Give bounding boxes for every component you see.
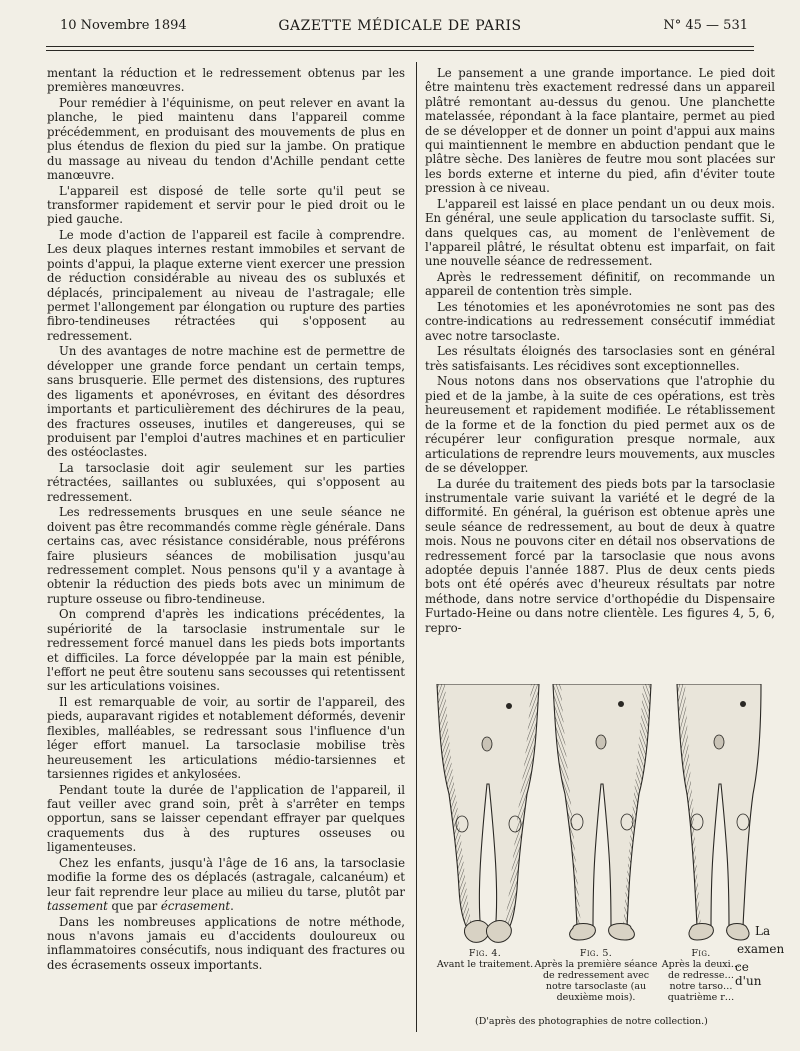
paragraph: mentant la réduction et le redressement obtenus par les premières manœuvres. xyxy=(47,66,405,95)
figure-5-caption: Fig. 5. Après la première séance de redressement avec notre tarsoclaste (au deuxième mois). xyxy=(534,948,658,1003)
header-date: 10 Novembre 1894 xyxy=(60,18,187,33)
paragraph-with-emphasis: Chez les enfants, jusqu'à l'âge de 16 ans, la tarsoclasie modifie la forme des os déplacés (astragale, calcanéum) et leur fait reprendre leur place au milieu du tarse, plutôt par tassement que par écrasement. xyxy=(47,855,405,914)
paragraph: La durée du traitement des pieds bots par la tarsoclasie instrumentale varie suivant la variété et le degré de la difformité. En général, la guérison est obtenue après une seule séance de redressement, au bout de deux à quatre mois. Nous ne pouvons citer en détail nos observations de redressement forcé par la tarsoclasie que nous avons adoptée depuis l'année 1887. Plus de deux cents pieds bots ont été opérés avec d'heureux résultats par notre méthode, dans notre service d'orthopédie du Dispensaire Furtado-Heine ou dans notre clientèle. Les figures 4, 5, 6, repro- xyxy=(425,476,775,635)
paragraph: Dans les nombreuses applications de notre méthode, nous n'avons jamais eu d'accidents douloureux ou inflammatoires consécutifs, nous indiquant des fractures ou des écrasements osseux importants. xyxy=(47,914,405,972)
paragraph: L'appareil est laissé en place pendant un ou deux mois. En général, une seule application du tarsoclaste suffit. Si, dans quelques cas, au moment de l'enlèvement de l'appareil plâtré, le résultat obtenu est imparfait, on fait une nouvelle séance de redressement. xyxy=(425,196,775,269)
figure-credit: (D'après des photographies de notre collection.) xyxy=(475,1016,708,1027)
stray-text-la: La xyxy=(755,924,771,938)
paragraph: Le mode d'action de l'appareil est facile à comprendre. Les deux plaques internes restant immobiles et servant de points d'appui, la plaque externe vient exercer une pression de réduction considérable au niveau des os subluxés et déplacés, principalement au niveau de l'astragale; elle permet l'allongement par élongation ou rupture des parties fibro-tendineuses rétractées qui s'opposent au redressement. xyxy=(47,228,405,343)
figure-6-caption: Fig. Après la deuxi… de redresse… notre tarso… quatrième r… xyxy=(661,948,741,1003)
emphasis-tassement: tassement xyxy=(47,899,108,914)
left-column xyxy=(47,66,405,973)
stray-text-examen: examen xyxy=(737,942,785,956)
figure-group xyxy=(425,684,785,1027)
header-rule xyxy=(46,46,754,47)
paragraph: On comprend d'après les indications précédentes, la supériorité de la tarsoclasie instrumentale sur le redressement forcé manuel dans les pieds bots importants et difficiles. La force développée par la main est pénible, l'effort ne peut être soutenu sans secousses qui retentissent sur les articulations voisines. xyxy=(47,607,405,694)
emphasis-ecrasement: écrasement xyxy=(160,899,231,914)
header-rule-thin xyxy=(46,50,754,51)
figure-5-illustration xyxy=(543,684,659,946)
page-header xyxy=(0,0,800,44)
paragraph: Il est remarquable de voir, au sortir de l'appareil, des pieds, auparavant rigides et notablement déformés, devenir flexibles, malléables, se redressant sous l'influence d'un léger effort manuel. La tarsoclasie mobilise très heureusement les articulations médio-tarsiennes et tarsiennes rigides et ankylosées. xyxy=(47,694,405,781)
figure-4-illustration xyxy=(429,684,545,946)
column-divider xyxy=(416,62,417,1032)
figure-6-illustration xyxy=(661,684,775,946)
paragraph: Les résultats éloignés des tarsoclasies sont en général très satisfaisants. Les récidives sont exceptionnelles. xyxy=(425,344,775,373)
paragraph: Un des avantages de notre machine est de permettre de développer une grande force pendant un certain temps, sans brusquerie. Elle permet des distensions, des ruptures des ligaments et aponévroses, en évitant des désordres importants et particulièrement des déchirures de la peau, des fractures osseuses, inutiles et dangereuses, qui se produisent par l'emploi d'autres machines et en particulier des ostéoclastes. xyxy=(47,344,405,460)
paragraph: Pendant toute la durée de l'application de l'appareil, il faut veiller avec grand soin, prêt à s'arrêter en temps opportun, sans se laisser cependant effrayer par quelques craquements dus à des ruptures osseuses ou ligamenteuses. xyxy=(47,782,405,855)
paragraph: Après le redressement définitif, on recommande un appareil de contention très simple. xyxy=(425,270,775,299)
stray-text-ce-dun: ce d'un xyxy=(735,960,762,988)
paragraph: Les ténotomies et les aponévrotomies ne sont pas des contre-indications au redressement consécutif immédiat avec notre tarsoclaste. xyxy=(425,300,775,343)
paragraph: Pour remédier à l'équinisme, on peut relever en avant la planche, le pied maintenu dans l'appareil comme précédemment, en produisant des mouvements de plus en plus étendus de flexion du pied sur la jambe. On pratique du massage au niveau du tendon d'Achille pendant cette manœuvre. xyxy=(47,96,405,183)
paragraph: Le pansement a une grande importance. Le pied doit être maintenu très exactement redressé dans un appareil plâtré remontant au-dessus du genou. Une planchette matelassée, répondant à la face plantaire, permet au pied de se développer et de donner un point d'appui aux mains qui maintiennent le membre en abduction pendant que le plâtre sèche. Des lanières de feutre mou sont placées sur les bords externe et interne du pied, afin d'éviter toute pression à ce niveau. xyxy=(425,66,775,196)
figure-4-caption: Fig. 4. Avant le traitement. xyxy=(436,948,534,970)
paragraph: L'appareil est disposé de telle sorte qu'il peut se transformer rapidement et servir pour le pied droit ou le pied gauche. xyxy=(47,183,405,227)
header-issue-page: N° 45 — 531 xyxy=(663,18,748,33)
paragraph: La tarsoclasie doit agir seulement sur les parties rétractées, saillantes ou subluxées, qui s'opposent au redressement. xyxy=(47,460,405,504)
header-journal-title: GAZETTE MÉDICALE DE PARIS xyxy=(278,18,522,34)
paragraph: Nous notons dans nos observations que l'atrophie du pied et de la jambe, à la suite de ces opérations, est très heureusement et rapidement modifiée. Le rétablissement de la forme et de la fonction du pied permet aux os de récupérer leur configuration presque normale, aux articulations de reprendre leurs mouvements, aux muscles de se développer. xyxy=(425,374,775,475)
right-column xyxy=(425,66,775,636)
paragraph: Les redressements brusques en une seule séance ne doivent pas être recommandés comme règle générale. Dans certains cas, avec résistance considérable, nous préférons faire plusieurs séances de mobilisation jusqu'au redressement complet. Nous pensons qu'il y a avantage à obtenir la réduction des pieds bots avec un minimum de rupture osseuse ou fibro-tendineuse. xyxy=(47,505,405,606)
